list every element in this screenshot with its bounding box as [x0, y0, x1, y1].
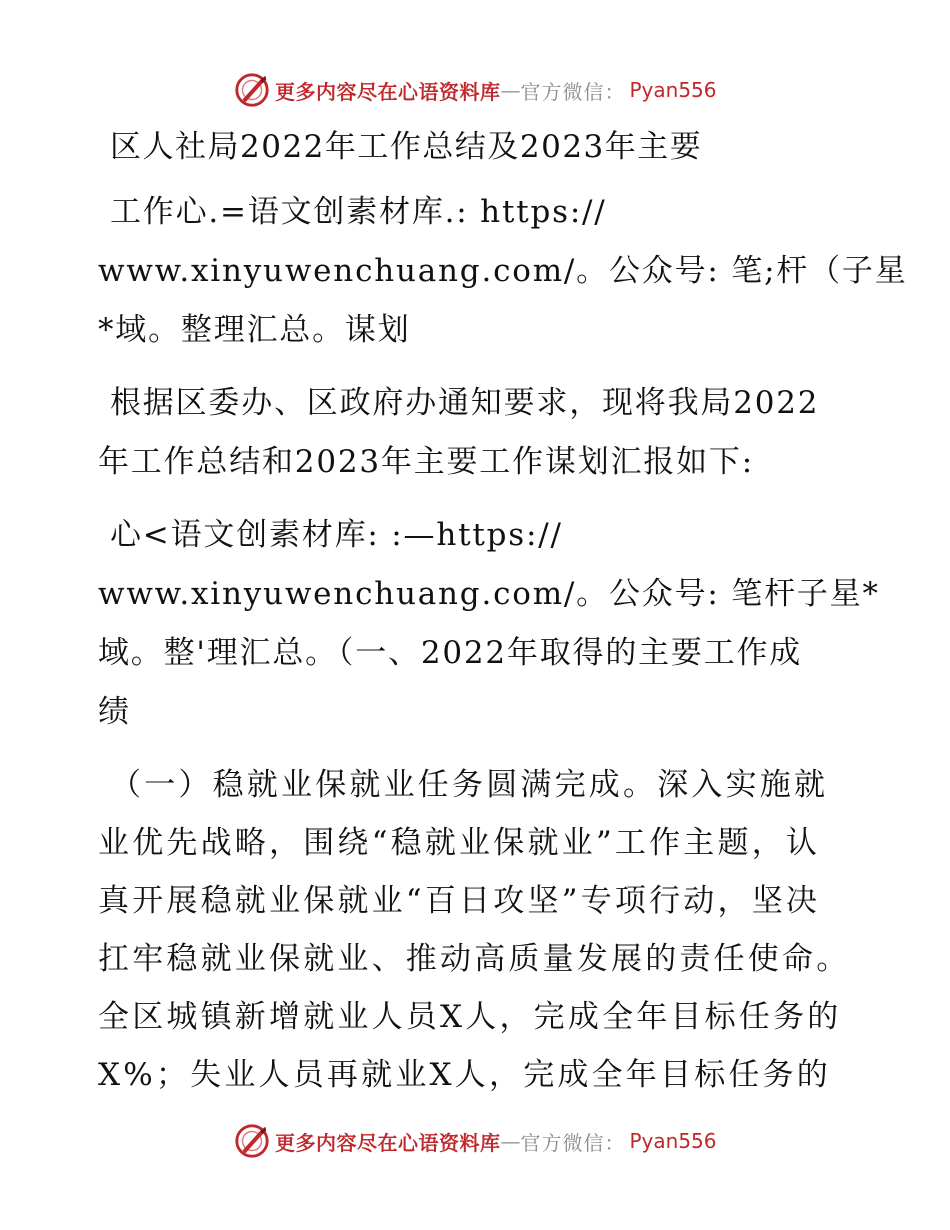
notice-line: 年工作总结和2023年主要工作谋划汇报如下:	[98, 444, 754, 480]
body-line: 真开展稳就业保就业“百日攻坚”专项行动，坚决	[98, 883, 821, 919]
source-line: 心<语文创素材库: :—https://	[110, 517, 563, 553]
footer-watermark	[233, 1121, 717, 1161]
body-line: 业优先战略，围绕“稳就业保就业”工作主题，认	[98, 825, 821, 861]
intro-line: www.xinyuwenchuang.com/。公众号: 笔;杆（子星	[98, 253, 908, 289]
body-line: （一）稳就业保就业任务圆满完成。深入实施就	[110, 767, 829, 803]
quill-logo-icon	[233, 1122, 271, 1160]
notice-paragraph	[98, 374, 850, 492]
document-title	[98, 118, 850, 177]
watermark-dash: —	[500, 78, 521, 102]
body-line: X%；失业人员再就业X人，完成全年目标任务的	[98, 1057, 831, 1093]
source-line: 域。整'理汇总。（一、2022年取得的主要工作成	[98, 635, 803, 671]
body-line: 全区城镇新增就业人员X人，完成全年目标任务的	[98, 999, 842, 1035]
intro-line: 工作心.=语文创素材库.: https://	[110, 194, 607, 230]
notice-line: 根据区委办、区政府办通知要求，现将我局2022	[110, 385, 820, 421]
watermark-brand-text: 更多内容尽在心语资料库	[275, 1130, 501, 1155]
intro-block	[98, 183, 908, 360]
source-line: 绩	[98, 694, 131, 730]
source-paragraph	[98, 506, 880, 742]
watermark-wechat-id: Pyan556	[629, 78, 717, 102]
quill-logo-icon	[233, 71, 271, 109]
watermark-brand-text: 更多内容尽在心语资料库	[275, 79, 501, 104]
watermark-dash: —	[500, 1129, 521, 1153]
intro-line: *域。整理汇总。谋划	[98, 312, 411, 348]
title-line: 区人社局2022年工作总结及2023年主要	[110, 129, 703, 165]
header-watermark	[233, 70, 717, 110]
watermark-official-label: 官方微信：	[520, 79, 626, 104]
watermark-official-label: 官方微信：	[520, 1130, 626, 1155]
source-line: www.xinyuwenchuang.com/。公众号: 笔杆子星*	[98, 576, 880, 612]
document-body	[98, 118, 908, 1104]
watermark-wechat-id: Pyan556	[629, 1129, 717, 1153]
body-line: 扛牢稳就业保就业、推动高质量发展的责任使命。	[98, 941, 851, 977]
employment-paragraph	[98, 756, 850, 1104]
